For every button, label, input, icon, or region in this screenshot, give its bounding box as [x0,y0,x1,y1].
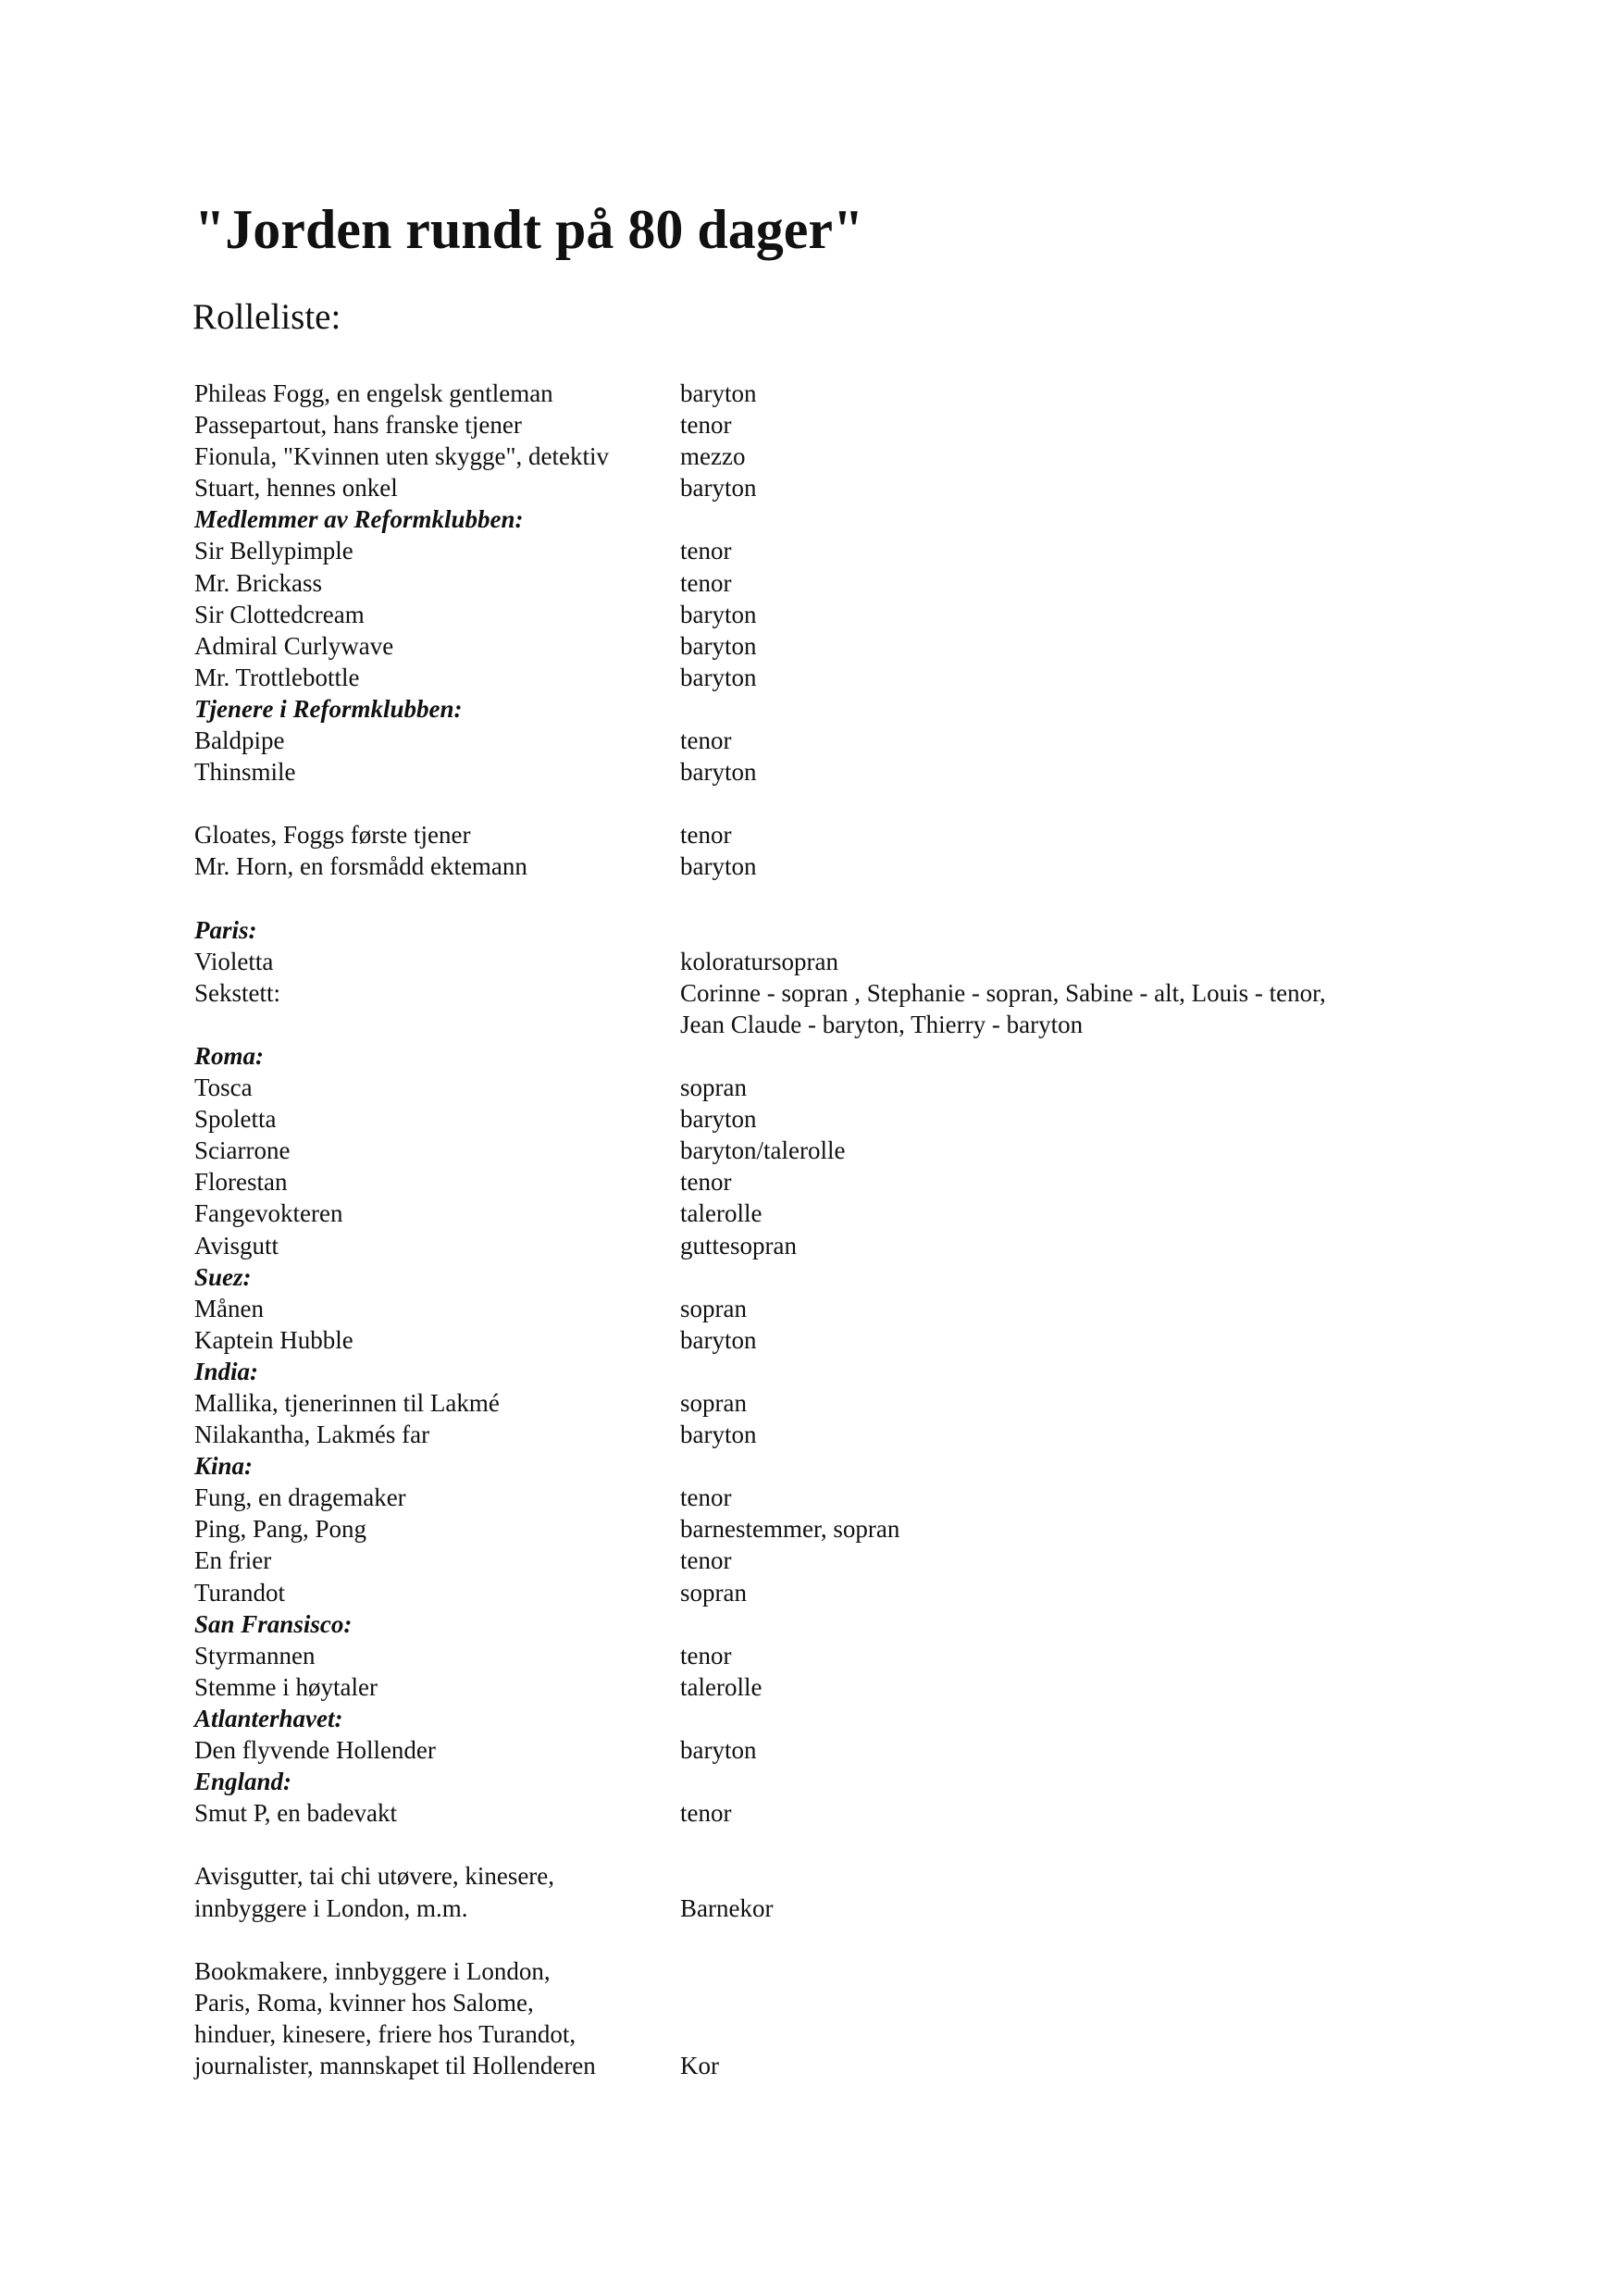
cast-row [194,378,1490,409]
voice-type: baryton/talerolle [680,1136,846,1165]
section-heading-label: Medlemmer av Reformklubben: [194,505,524,534]
voice-type: guttesopran [680,1231,797,1260]
cast-row [194,2018,1490,2050]
cast-row [194,1671,1490,1703]
voice-type: baryton [680,631,757,660]
cast-row [194,662,1490,693]
voice-type: tenor [680,726,732,755]
role-name: Sekstett: [194,978,280,1007]
role-name: Fangevokteren [194,1199,343,1228]
cast-row [194,630,1490,662]
section-heading [194,1040,1490,1072]
cast-row [194,1198,1490,1229]
voice-type: tenor [680,1799,732,1828]
cast-row [194,946,1490,977]
voice-type: tenor [680,411,732,440]
section-heading-label: Atlanterhavet: [194,1704,343,1732]
voice-type: tenor [680,1546,732,1575]
document-title: "Jorden rundt på 80 dager" [194,199,864,260]
section-heading [194,1450,1490,1482]
voice-type: tenor [680,537,732,565]
voice-type [680,1987,1490,2018]
spacer [194,1924,1490,1955]
cast-row [194,1166,1490,1198]
role-name: Nilakantha, Lakmés far [194,1421,430,1449]
cast-row [194,1103,1490,1135]
voice-type: sopran [680,1389,747,1417]
cast-row [194,756,1490,788]
voice-type: baryton [680,1421,757,1449]
cast-row [194,599,1490,630]
cast-list-heading: Rolleliste: [192,297,341,337]
role-name: Sir Clottedcream [194,600,365,628]
role-name: En frier [194,1546,272,1575]
cast-row [194,1513,1490,1545]
cast-row [194,1860,1490,1892]
voice-type: barnestemmer, sopran [680,1515,900,1544]
cast-row [194,850,1490,882]
cast-row [194,819,1490,850]
role-name: innbyggere i London, m.m. [194,1893,468,1922]
section-heading [194,1356,1490,1387]
role-name: Thinsmile [194,758,296,787]
role-name: Gloates, Foggs første tjener [194,821,471,850]
role-name: Sciarrone [194,1136,291,1165]
cast-row [194,2050,1490,2081]
voice-type: baryton [680,1736,757,1765]
cast-row [194,1419,1490,1450]
voice-type: baryton [680,1325,757,1354]
role-name: Phileas Fogg, en engelsk gentleman [194,379,553,407]
voice-type: koloratursopran [680,947,838,975]
role-name: Paris, Roma, kvinner hos Salome, [194,1988,534,2017]
role-name: Fionula, "Kvinnen uten skygge", detektiv [194,442,609,471]
cast-row [194,1797,1490,1829]
role-name: Styrmannen [194,1641,316,1669]
cast-row [194,1072,1490,1103]
voice-type: baryton [680,663,757,691]
section-heading [194,1608,1490,1640]
role-name: Fung, en dragemaker [194,1483,406,1512]
voice-type: sopran [680,1074,747,1102]
role-name: Florestan [194,1168,288,1197]
role-name: Ping, Pang, Pong [194,1515,367,1544]
role-name: Passepartout, hans franske tjener [194,411,522,440]
section-heading [194,693,1490,725]
voice-type: talerolle [680,1199,762,1228]
voice-type: mezzo [680,442,746,471]
cast-row [194,1387,1490,1419]
role-name: Admiral Curlywave [194,631,394,660]
voice-type: tenor [680,821,732,850]
role-name: Stuart, hennes onkel [194,474,398,503]
cast-row [194,535,1490,566]
section-heading-label: San Fransisco: [194,1609,353,1638]
cast-row [194,725,1490,756]
section-heading-label: Paris: [194,915,257,944]
voice-type [680,1955,1490,1987]
role-name: Bookmakere, innbyggere i London, [194,1956,551,1985]
role-name: Stemme i høytaler [194,1672,378,1701]
cast-row [194,1955,1490,1987]
role-name: Sir Bellypimple [194,537,353,565]
cast-row [194,1545,1490,1576]
role-name: Tosca [194,1074,253,1102]
voice-type: baryton [680,852,757,881]
voice-type: tenor [680,568,732,597]
role-name: Månen [194,1294,264,1322]
section-heading-label: Roma: [194,1041,265,1070]
voice-type: tenor [680,1483,732,1512]
section-heading-label: Suez: [194,1262,252,1291]
section-heading [194,1261,1490,1293]
cast-row [194,409,1490,441]
role-name: Smut P, en badevakt [194,1799,397,1828]
role-name: journalister, mannskapet til Hollenderen [194,2051,596,2079]
role-name: Mallika, tjenerinnen til Lakmé [194,1389,500,1417]
cast-row [194,1230,1490,1261]
role-name: Baldpipe [194,726,285,755]
cast-row [194,1324,1490,1356]
role-name: Avisgutt [194,1231,279,1260]
section-heading [194,503,1490,535]
role-name: Avisgutter, tai chi utøvere, kinesere, [194,1862,555,1891]
cast-row [194,977,1490,1040]
voice-type: tenor [680,1168,732,1197]
cast-row [194,1640,1490,1671]
section-heading [194,914,1490,946]
voice-type: baryton [680,758,757,787]
role-name: Violetta [194,947,274,975]
cast-row [194,1482,1490,1513]
spacer [194,883,1490,914]
section-heading-label: Tjenere i Reformklubben: [194,694,463,723]
cast-list [194,378,1490,2081]
voice-type: tenor [680,1641,732,1669]
voice-type: baryton [680,600,757,628]
cast-row [194,1987,1490,2018]
section-heading [194,1703,1490,1734]
section-heading-label: England: [194,1768,292,1796]
cast-row [194,1293,1490,1324]
section-heading-label: Kina: [194,1452,254,1481]
voice-type: talerolle [680,1672,762,1701]
cast-row [194,441,1490,472]
voice-type: Barnekor [680,1893,774,1922]
cast-row [194,567,1490,599]
voice-type: baryton [680,1105,757,1134]
role-name: Mr. Horn, en forsmådd ektemann [194,852,527,881]
section-heading [194,1766,1490,1797]
spacer [194,788,1490,819]
voice-type [680,2018,1490,2050]
section-heading-label: India: [194,1357,259,1385]
spacer [194,1829,1490,1860]
cast-row [194,1734,1490,1766]
voice-type: baryton [680,379,757,407]
role-name: Mr. Brickass [194,568,322,597]
role-name: Mr. Trottlebottle [194,663,360,691]
cast-row [194,1893,1490,1924]
role-name: Turandot [194,1578,286,1607]
voice-type: Kor [680,2051,719,2079]
voice-type: sopran [680,1578,747,1607]
role-name: Kaptein Hubble [194,1325,353,1354]
voice-type: sopran [680,1294,747,1322]
voice-type: Corinne - sopran , Stephanie - sopran, Sabine - alt, Louis - tenor, Jean Claude - baryton, Thierry - baryton [680,978,1326,1038]
cast-row [194,1577,1490,1608]
role-name: Den flyvende Hollender [194,1736,436,1765]
voice-type [680,1860,1490,1892]
role-name: hinduer, kinesere, friere hos Turandot, [194,2019,576,2048]
cast-row [194,472,1490,503]
role-name: Spoletta [194,1105,277,1134]
cast-row [194,1135,1490,1166]
voice-type: baryton [680,474,757,503]
